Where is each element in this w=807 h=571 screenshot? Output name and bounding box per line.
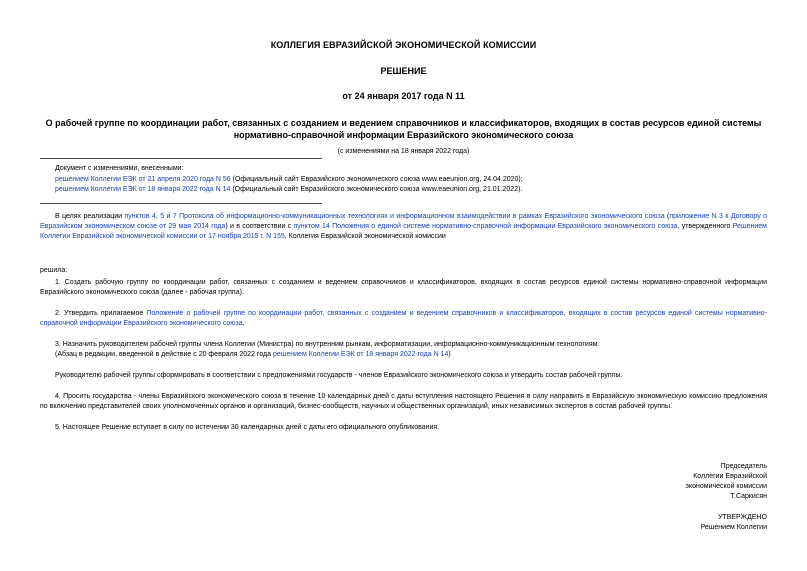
change-link-1[interactable]: решением Коллегии ЕЭК от 21 апреля 2020 года N 56 (55, 175, 231, 183)
amendment-link[interactable]: решением Коллегии ЕЭК от 18 января 2022 года N 14 (272, 351, 449, 358)
changes-item (55, 175, 523, 186)
preamble-text: В целях реализации (55, 213, 125, 220)
item-4: 4. Просить государства - члены Евразийского экономического союза в течение 10 календарных дней с даты вступления настоящего Решения в силу направить в Евразийскую экономическую комиссию предложения по включению представителей своих уполномоченных органов и организаций, бизнес-сообществ, научных и общественных организаций, иных независимых экспертов в состав рабочей группы. (40, 393, 767, 410)
preamble-paragraph (40, 212, 767, 242)
signature-name: Т.Саркисян (730, 493, 767, 500)
preamble-text: ( (664, 213, 670, 220)
item-2 (40, 309, 767, 329)
document-title (40, 117, 767, 141)
signature-line: Коллегии Евразийской (693, 473, 767, 480)
approved-block (567, 513, 767, 533)
doc-type-heading: РЕШЕНИЕ (380, 66, 427, 76)
approved-line: Решением Коллегии (700, 524, 767, 531)
decision-155-link[interactable]: Решением Коллегии Евразийской экономической комиссии от 17 ноября 2015 г. N 155 (40, 223, 767, 240)
item-3: 3. Назначить руководителем рабочей группы члена Коллегии (Министра) по внутренним рынкам, информатизации, информационно-коммуникационным технологиям. (55, 341, 600, 348)
regulation-point-link[interactable]: пунктом 14 Положения о единой системе нормативно-справочной информации Евразийского экономического союза (293, 223, 678, 230)
date-number-heading: от 24 января 2017 года N 11 (342, 91, 465, 101)
item-3-extra: Руководителю рабочей группы сформировать в соответствии с предложениями государств - членов Евразийского экономического союза и утвердить состав рабочей группы. (55, 372, 623, 379)
change-text-2: (Официальный сайт Евразийского экономического союза www.eaeunion.org, 21.01.2022). (230, 186, 523, 193)
signature-line: Председатель (720, 463, 767, 470)
item-1: 1. Создать рабочую группу по координации работ, связанных с созданием и ведением справочников и классификаторов, входящих в состав ресурсов единой системы нормативно-справочной информации Евразийского экономического союза (далее - рабочая группа). (40, 279, 767, 296)
change-text-1: (Официальный сайт Евразийского экономического союза www.eaeunion.org, 24.04.2020); (230, 175, 523, 183)
signature-block (567, 462, 767, 502)
change-link-2[interactable]: решением Коллегии ЕЭК от 18 января 2022 года N 14 (55, 186, 231, 193)
org-heading: КОЛЛЕГИЯ ЕВРАЗИЙСКОЙ ЭКОНОМИЧЕСКОЙ КОМИССИИ (270, 40, 537, 50)
item-3-note (40, 350, 767, 360)
changes-item (55, 185, 523, 196)
title-line-1: О рабочей группе по координации работ, связанных с созданием и ведением справочников и классификаторов, входящих в состав ресурсов единой системы (45, 118, 762, 128)
approved-line: УТВЕРЖДЕНО (717, 514, 767, 521)
protocol-link[interactable]: пунктов 4, 5 и 7 Протокола об информационно-коммуникационных технологиях и информационном взаимодействии в рамках Евразийского экономического союза (124, 213, 665, 220)
preamble-text: , Коллегия Евразийской экономической комиссии (284, 233, 446, 240)
resolved-label: решила: (40, 267, 68, 274)
treaty-annex-link[interactable]: приложение N 3 к Договору о Евразийском экономическом союзе от 29 мая 2014 года (40, 213, 768, 230)
preamble-text: ) и в соответствии с (225, 223, 294, 230)
divider-top (40, 158, 322, 159)
signature-line: экономической комиссии (685, 483, 767, 490)
item-5: 5. Настоящее Решение вступает в силу по истечении 30 календарных дней с даты его официального опубликования. (55, 424, 440, 431)
divider-bottom (40, 203, 322, 204)
note-text: ) (448, 351, 451, 358)
title-line-2: нормативно-справочной информации Евразийского экономического союза (233, 130, 574, 140)
item-2-text: . (242, 320, 245, 327)
item-2-text: 2. Утвердить прилагаемое (55, 310, 147, 317)
preamble-text: , утвержденного (677, 223, 733, 230)
note-text: (Абзац в редакции, введенной в действие с 20 февраля 2022 года (55, 351, 273, 358)
edition-note: (с изменениями на 18 января 2022 года) (337, 148, 470, 155)
regulation-link[interactable]: Положение о рабочей группе по координации работ, связанных с созданием и ведением справочников и классификаторов, входящих в состав ресурсов единой системы нормативно-справочной информации Евразийского экономического союза (40, 310, 767, 327)
changes-intro: Документ с изменениями, внесенными: (55, 165, 184, 172)
changes-block (55, 164, 523, 196)
